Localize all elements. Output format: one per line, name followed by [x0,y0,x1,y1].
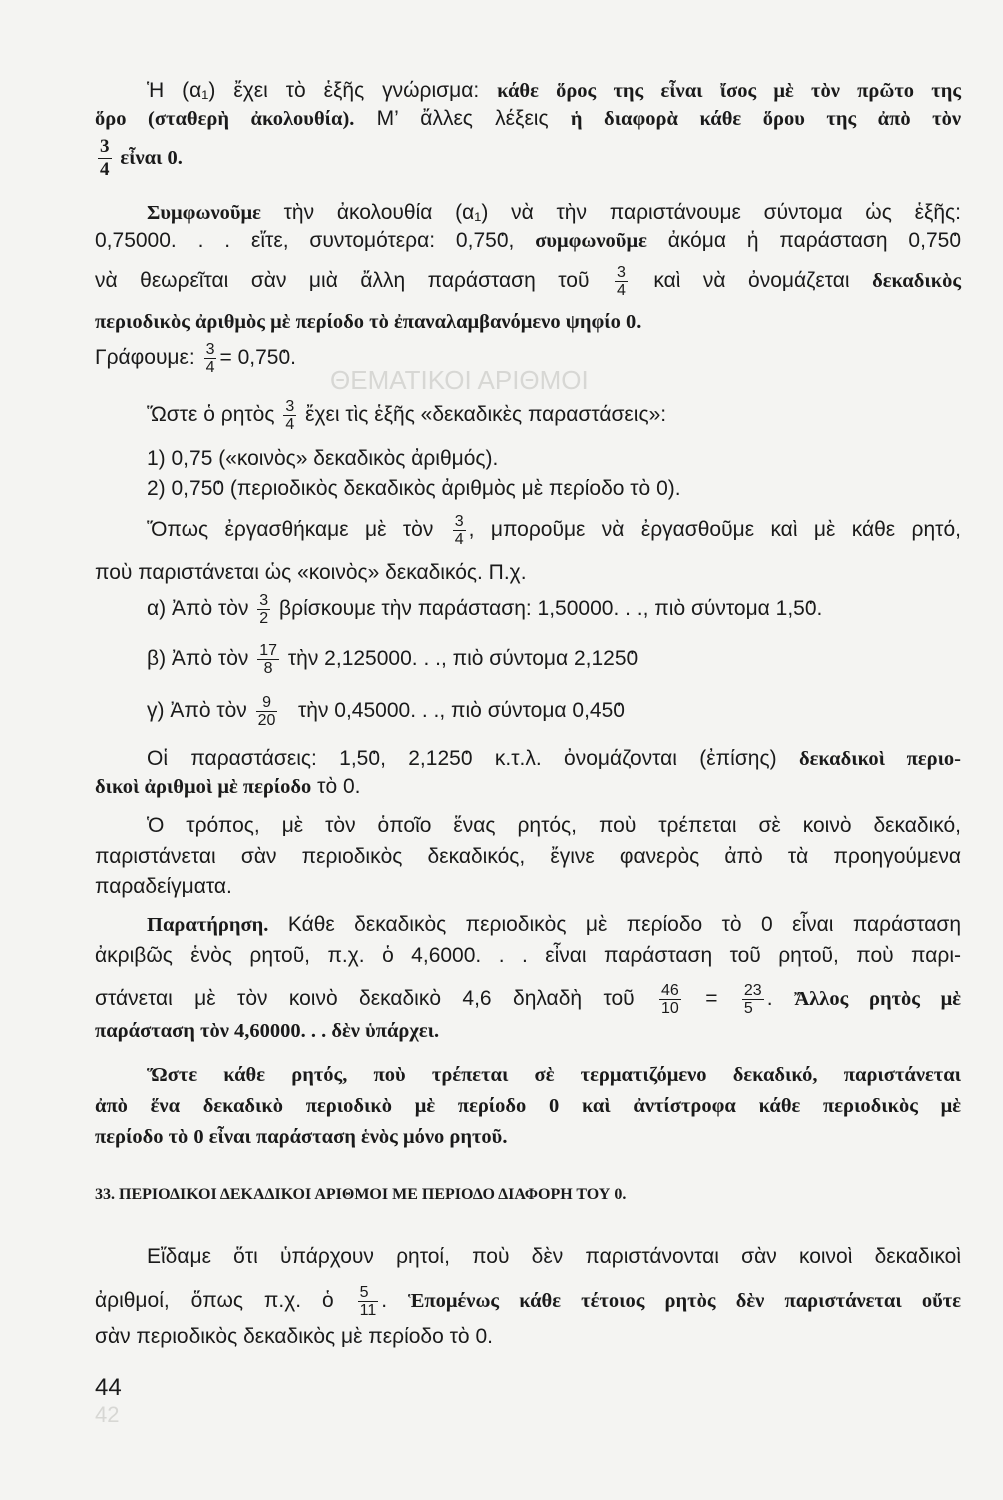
bleed-through-page-number: 42 [95,1402,120,1427]
paragraph-line: στάνεται μὲ τὸν κοινὸ δεκαδικὸ 4,6 δηλαδὴ τοῦ $\frac{46}{10}$ = $\frac{23}{5}$ . Ἄλλος ρητὸς μὲ [95,982,961,1017]
fraction: $\frac{5}{11}$ [359,1284,377,1319]
paragraph-line: Ἡ (α₁) ἔχει τὸ ἑξῆς γνώρισμα: κάθε ὅρος της εἶναι ἴσος μὲ τὸν πρῶτο της [147,79,961,102]
example-c: γ) Ἀπὸ τὸν $\frac{9}{20}$ τὴν 0,45000. . ., πιὸ σύντομα 0,450 . [147,694,961,729]
fraction: $\frac{17}{8}$ [259,642,278,677]
list-item: 2) 0,750 . (περιοδικὸς δεκαδικὸς ἀριθμὸς μὲ περίοδο τὸ 0). [147,476,961,502]
paragraph-line: Οἱ παραστάσεις: 1,50 ., 2,1250 . κ.τ.λ. ὀνομάζονται (ἐπίσης) δεκαδικοὶ περιο- [147,746,961,772]
example-a: α) Ἀπὸ τὸν $\frac{3}{2}$ βρίσκουμε τὴν παράσταση: 1,50000. . ., πιὸ σύντομα 1,50 .. [147,592,961,627]
paragraph-line: νὰ θεωρεῖται σὰν μιὰ ἄλλη παράσταση τοῦ $\frac{3}{4}$ καὶ νὰ ὀνομάζεται δεκαδικὸς [95,264,961,299]
paragraph-line: ἀκριβῶς ἑνὸς ρητοῦ, π.χ. ὁ 4,6000. . . εἶναι παράσταση τοῦ ρητοῦ, ποὺ παρι- [95,944,961,967]
fraction: $\frac{3}{4}$ [205,341,215,376]
paragraph-line: σὰν περιοδικὸς δεκαδικὸς μὲ περίοδο τὸ 0. [95,1325,493,1348]
fraction: $\frac{3}{4}$ [454,513,464,548]
fraction: $\frac{3}{2}$ [259,592,269,627]
paragraph-line: Συμφωνοῦμε τὴν ἀκολουθία (α₁) νὰ τὴν παριστάνουμε σύντομα ὡς ἑξῆς: [147,201,961,224]
conclusion-line: ἀπὸ ἕνα δεκαδικὸ περιοδικὸ μὲ περίοδο 0 καὶ ἀντίστροφα κάθε περιοδικὸς μὲ [95,1095,961,1117]
paragraph-line: Ὥστε ὁ ρητὸς $\frac{3}{4}$ ἔχει τὶς ἑξῆς «δεκαδικὲς παραστάσεις»: [147,398,667,433]
paragraph-line: δικοὶ ἀριθμοὶ μὲ περίοδο τὸ 0. [95,775,361,798]
list-item: 1) 0,75 («κοινὸς» δεκαδικὸς ἀριθμός). [147,447,499,470]
paragraph-line: $\frac{3}{4}$ εἶναι 0. [100,136,183,180]
paragraph-line: Ὁ τρόπος, μὲ τὸν ὁποῖο ἕνας ρητός, ποὺ τρέπεται σὲ κοινὸ δεκαδικό, [147,814,961,837]
bleed-through-text: ΘΕΜΑΤΙΚΟΙ ΑΡΙΘΜΟΙ [330,365,589,395]
page-number: 44 [95,1374,122,1401]
fraction: $\frac{3}{4}$ [100,136,110,180]
paragraph-line: ποὺ παριστάνεται ὡς «κοινὸς» δεκαδικός. Π.χ. [95,561,527,584]
fraction: $\frac{9}{20}$ [257,694,276,729]
paragraph-line: Παρατήρηση. Κάθε δεκαδικὸς περιοδικὸς μὲ περίοδο τὸ 0 εἶναι παράσταση [147,913,961,936]
paragraph-line: ὅρο (σταθερὴ ἀκολουθία). Μ’ ἄλλες λέξεις ἡ διαφορὰ κάθε ὅρου της ἀπὸ τὸν [95,107,961,130]
example-b: β) Ἀπὸ τὸν $\frac{17}{8}$ τὴν 2,125000. . ., πιὸ σύντομα 2,1250 . [147,642,961,677]
fraction: $\frac{3}{4}$ [616,264,626,299]
paragraph-line: Γράφουμε: $\frac{3}{4}$ = 0,750 .. [95,341,961,376]
fraction: $\frac{23}{5}$ [743,982,762,1017]
fraction: $\frac{46}{10}$ [661,982,679,1017]
conclusion-line: Ὥστε κάθε ρητός, ποὺ τρέπεται σὲ τερματιζόμενο δεκαδικό, παριστάνεται [147,1064,961,1086]
paragraph-line: περιοδικὸς ἀριθμὸς μὲ περίοδο τὸ ἐπαναλαμβανόμενο ψηφίο 0. [95,311,642,333]
fraction: $\frac{3}{4}$ [285,398,295,433]
paragraph-line: Εἴδαμε ὅτι ὑπάρχουν ρητοί, ποὺ δὲν παριστάνονται σὰν κοινοὶ δεκαδικοὶ [147,1245,961,1268]
paragraph-line: ἀριθμοί, ὅπως π.χ. ὁ $\frac{5}{11}$ . Ἑπομένως κάθε τέτοιος ρητὸς δὲν παριστάνεται οὔτε [95,1284,961,1319]
paragraph-line: παραδείγματα. [95,875,232,898]
paragraph-line: 0,75000. . . εἴτε, συντομότερα: 0,750 ., συμφωνοῦμε ἀκόμα ἡ παράσταση 0,750 . [95,228,961,254]
paragraph-line: παράσταση τὸν 4,60000. . . δὲν ὑπάρχει. [95,1020,440,1042]
conclusion-line: περίοδο τὸ 0 εἶναι παράσταση ἑνὸς μόνο ρητοῦ. [95,1126,508,1148]
paragraph-line: παριστάνεται σὰν περιοδικὸς δεκαδικός, ἔγινε φανερὸς ἀπὸ τὰ προηγούμενα [95,845,961,868]
section-heading: 33. ΠΕΡΙΟΔΙΚΟΙ ΔΕΚΑΔΙΚΟΙ ΑΡΙΘΜΟΙ ΜΕ ΠΕΡΙΟΔΟ ΔΙΑΦΟΡΗ ΤΟΥ 0. [95,1186,627,1203]
paragraph-line: Ὅπως ἐργασθήκαμε μὲ τὸν $\frac{3}{4}$ , μποροῦμε νὰ ἐργασθοῦμε καὶ μὲ κάθε ρητό, [147,513,961,548]
